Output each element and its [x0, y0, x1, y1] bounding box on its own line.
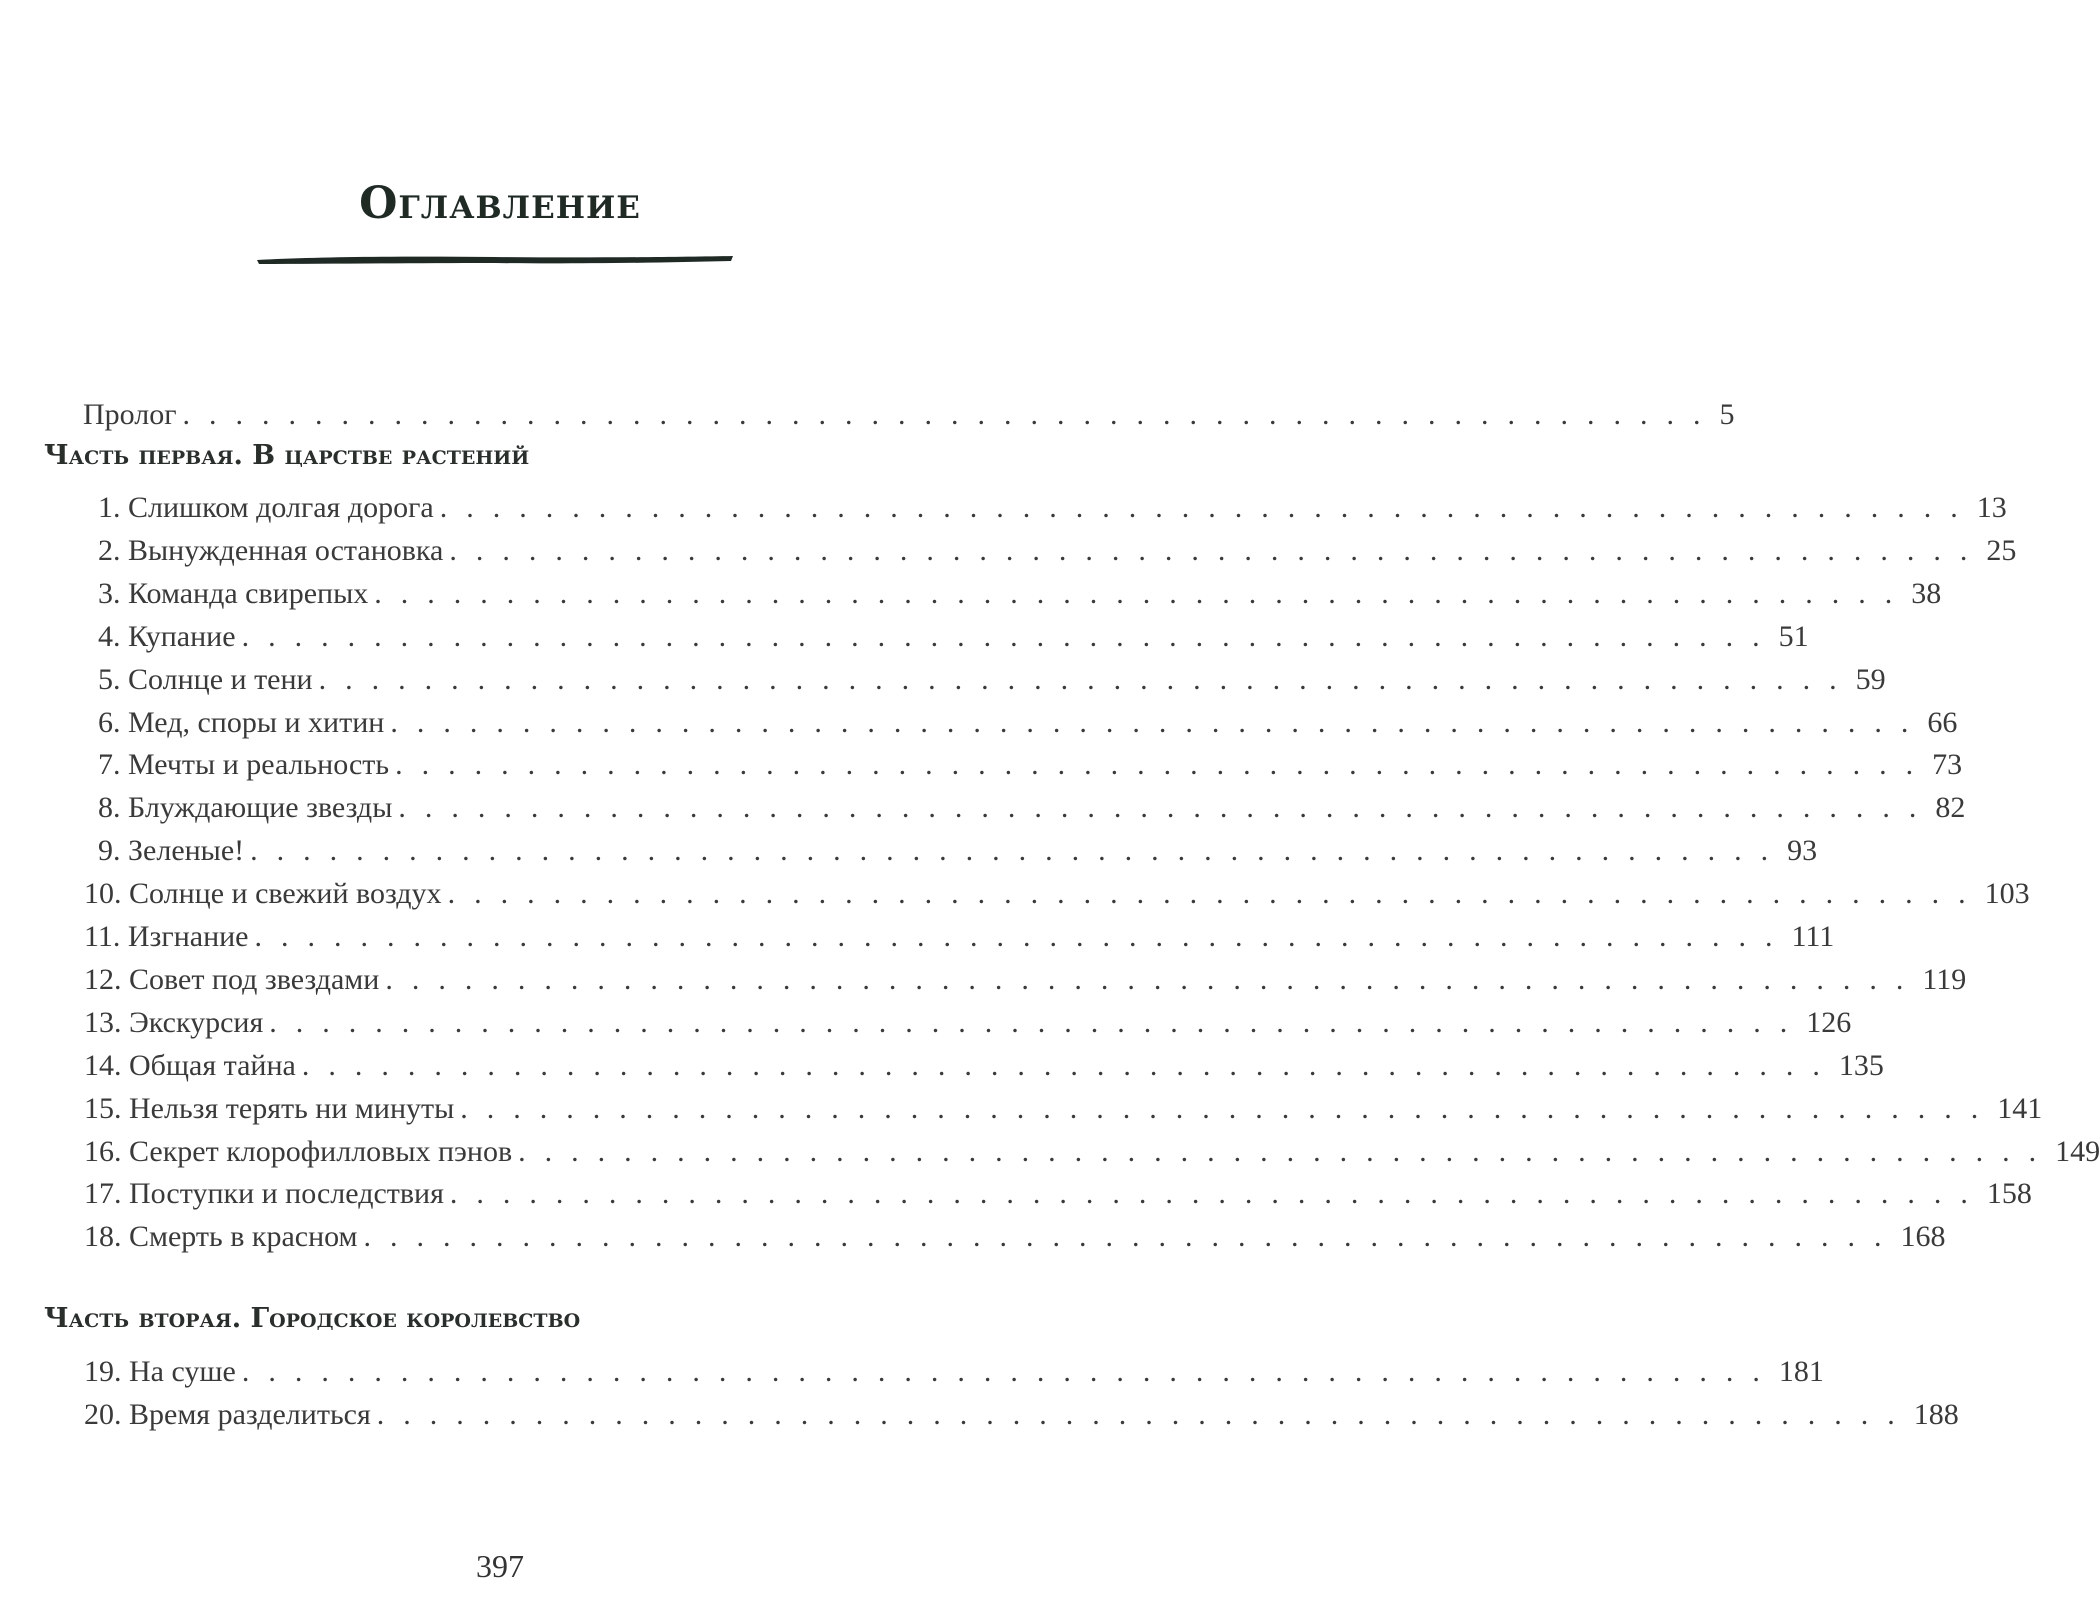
- toc-entry-page: 51: [1778, 619, 1809, 653]
- toc-entry[interactable]: [84, 1220, 1946, 1260]
- toc-entry-page: 188: [1913, 1398, 1959, 1431]
- leader-dots: ..........................................................: [447, 877, 1985, 911]
- toc-entry-page: 103: [1984, 877, 2030, 911]
- toc-entry[interactable]: [98, 662, 1886, 703]
- leader-dots: ..........................................................: [250, 834, 1788, 868]
- toc-entry-label: 19. На суше: [84, 1355, 242, 1389]
- toc-entry-page: 66: [1927, 705, 1958, 739]
- toc-entry-label: Пролог: [83, 398, 183, 432]
- leader-dots: ..........................................................: [398, 791, 1936, 825]
- toc-entry[interactable]: [84, 962, 1967, 1003]
- toc-entry-label: 16. Секрет клорофилловых пэнов: [84, 1135, 518, 1169]
- leader-dots: ..........................................................: [395, 748, 1933, 782]
- leader-dots: ..........................................................: [241, 619, 1779, 653]
- leader-dots: ..........................................................: [460, 1091, 1998, 1125]
- leader-dots: ..........................................................: [376, 1398, 1914, 1431]
- leader-dots: ..........................................................: [449, 533, 1987, 567]
- toc-entry-page: 168: [1900, 1220, 1946, 1254]
- toc-entry-page: 59: [1855, 662, 1886, 696]
- toc-entry[interactable]: [98, 576, 1942, 617]
- toc-entry[interactable]: [84, 1048, 1884, 1089]
- toc-entry[interactable]: [84, 1005, 1852, 1046]
- toc-entry-page: 149: [2055, 1134, 2100, 1168]
- toc-entry-label: 7. Мечты и реальность: [98, 748, 395, 782]
- toc-entry-label: 10. Солнце и свежий воздух: [84, 877, 448, 911]
- leader-dots: ..........................................................: [301, 1048, 1839, 1082]
- leader-dots: ..........................................................: [269, 1005, 1807, 1039]
- leader-dots: ..........................................................: [390, 705, 1928, 739]
- toc-entry[interactable]: [84, 877, 2030, 917]
- toc-entry[interactable]: [98, 533, 2017, 574]
- toc-entry-page: 93: [1787, 834, 1818, 868]
- toc-entry-label: 8. Блуждающие звезды: [98, 791, 398, 825]
- leader-dots: ..........................................................: [385, 962, 1923, 996]
- leader-dots: ..........................................................: [518, 1134, 2056, 1168]
- part-heading-1: Часть первая. В царстве растений: [44, 440, 530, 471]
- toc-entry-page: 135: [1838, 1048, 1884, 1082]
- leader-dots: ..........................................................: [182, 398, 1720, 431]
- toc-entry-label: 15. Нельзя терять ни минуты: [84, 1092, 460, 1126]
- toc-entry-label: 11. Изгнание: [84, 920, 255, 954]
- toc-entry[interactable]: [84, 1177, 2032, 1217]
- toc-entry-label: 14. Общая тайна: [84, 1049, 302, 1083]
- toc-entry-label: 12. Совет под звездами: [84, 963, 385, 997]
- toc-entry-label: 2. Вынужденная остановка: [98, 534, 449, 568]
- leader-dots: ..........................................................: [254, 920, 1792, 953]
- leader-dots: ..........................................................: [374, 576, 1912, 610]
- toc-entry[interactable]: [98, 491, 2007, 531]
- toc-entry-page: 82: [1935, 791, 1966, 825]
- leader-dots: ..........................................................: [363, 1220, 1901, 1254]
- page-title: Оглавление: [359, 178, 641, 229]
- leader-dots: ..........................................................: [241, 1355, 1779, 1388]
- toc-entry[interactable]: [84, 1355, 1824, 1395]
- toc-entry[interactable]: [98, 834, 1818, 874]
- toc-entry[interactable]: [98, 748, 1963, 788]
- toc-entry-page: 73: [1932, 748, 1963, 782]
- leader-dots: ..........................................................: [318, 662, 1856, 696]
- toc-entry-label: 3. Команда свирепых: [98, 577, 374, 611]
- toc-entry-page: 181: [1778, 1355, 1824, 1388]
- toc-entry-label: 13. Экскурсия: [84, 1006, 269, 1040]
- toc-entry[interactable]: [84, 1134, 2100, 1175]
- toc-entry-label: 18. Смерть в красном: [84, 1220, 364, 1254]
- toc-entry[interactable]: [98, 705, 1958, 746]
- page-number: 397: [476, 1548, 524, 1584]
- toc-entry-page: 38: [1911, 576, 1942, 610]
- toc-entry[interactable]: [98, 619, 1809, 660]
- toc-entry-page: 111: [1791, 920, 1835, 953]
- part-heading-2: Часть вторая. Городское королевство: [44, 1303, 581, 1334]
- toc-entry-page: 158: [1986, 1177, 2032, 1211]
- toc-entry[interactable]: [84, 920, 1835, 960]
- leader-dots: ..........................................................: [449, 1177, 1987, 1211]
- toc-entry-label: 5. Солнце и тени: [98, 663, 319, 697]
- toc-entry[interactable]: [98, 791, 1966, 831]
- toc-entry-prologue[interactable]: [83, 398, 1735, 438]
- toc-entry-label: 6. Мед, споры и хитин: [98, 706, 390, 740]
- toc-entry-label: 1. Слишком долгая дорога: [98, 491, 440, 525]
- toc-entry-page: 5: [1719, 398, 1735, 431]
- toc-entry-page: 126: [1806, 1005, 1852, 1039]
- title-underline-brushstroke: [255, 248, 735, 270]
- toc-entry-page: 13: [1976, 491, 2007, 524]
- toc-entry[interactable]: [84, 1398, 1959, 1438]
- toc-entry[interactable]: [84, 1091, 2043, 1132]
- toc-entry-label: 4. Купание: [98, 620, 242, 654]
- toc-entry-page: 25: [1986, 533, 2017, 567]
- toc-entry-label: 20. Время разделиться: [84, 1398, 377, 1432]
- toc-entry-label: 9. Зеленые!: [98, 834, 250, 868]
- toc-entry-page: 141: [1997, 1091, 2043, 1125]
- toc-entry-page: 119: [1922, 962, 1967, 996]
- leader-dots: ..........................................................: [439, 491, 1977, 524]
- toc-entry-label: 17. Поступки и последствия: [84, 1177, 450, 1211]
